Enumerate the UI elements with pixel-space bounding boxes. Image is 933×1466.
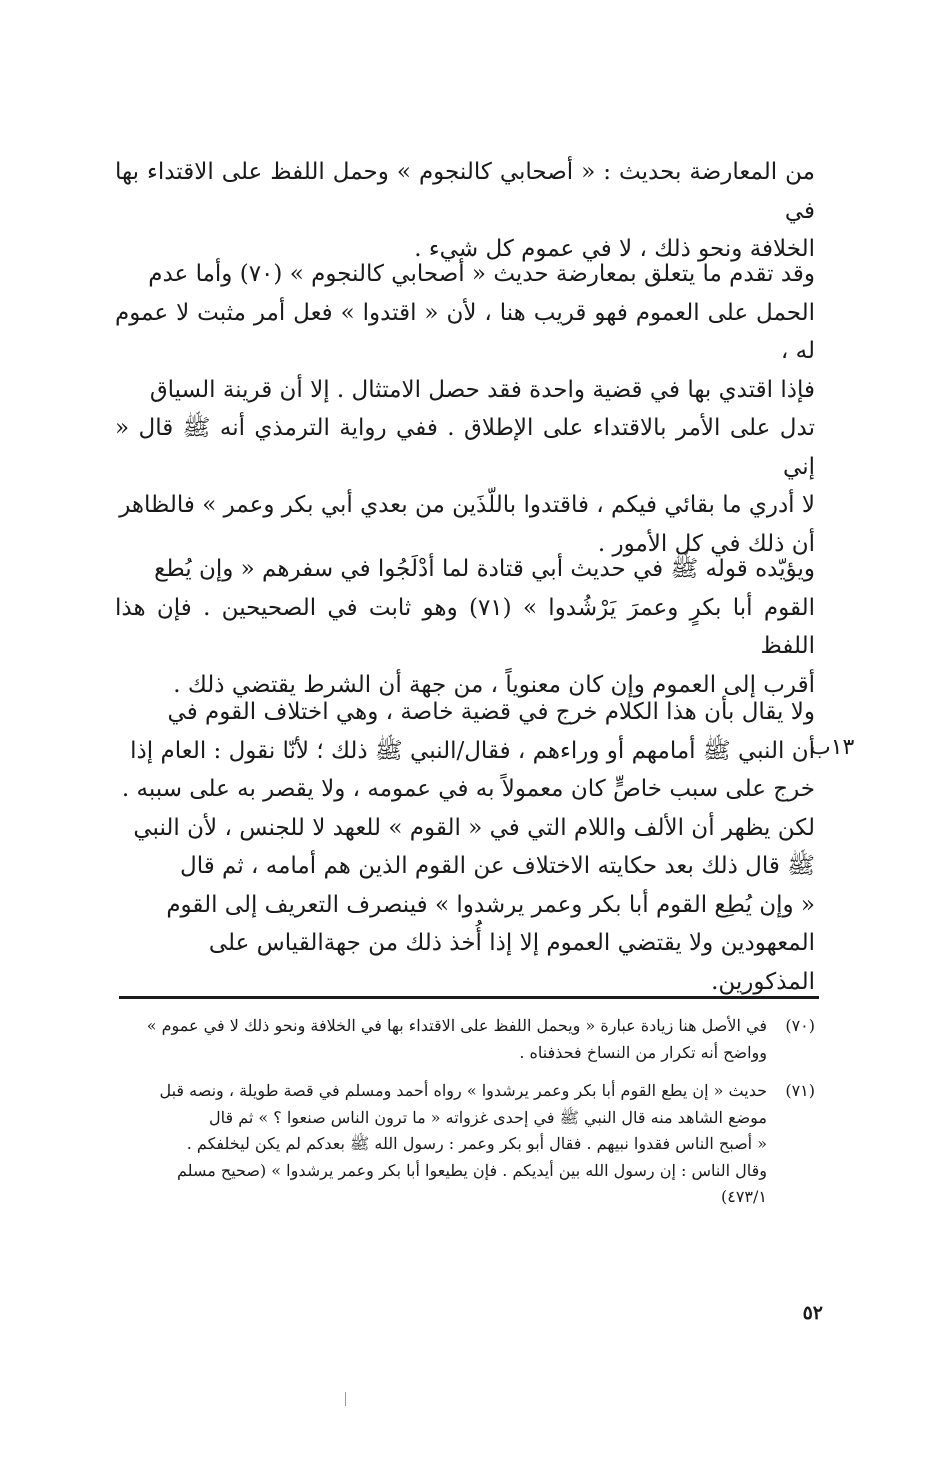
footnote-line: موضع الشاهد منه قال النبي ﷺ في إحدى غزواته « ما ترون الناس صنعوا ؟ » ثم قال xyxy=(208,1107,767,1127)
text-line: لا أدري ما بقائي فيكم ، فاقتدوا باللّذَين من بعدي أبي بكر وعمر » فالظاهر xyxy=(119,492,815,518)
footnote-line: حديث « إن يطع القوم أبا بكر وعمر يرشدوا » رواه أحمد ومسلم في قصة طويلة ، ونصه قبل xyxy=(159,1081,767,1100)
text-line: وقد تقدم ما يتعلق بمعارضة حديث « أصحابي كالنجوم » (٧٠) وأما عدم xyxy=(148,261,815,287)
text-line: أن النبي ﷺ أمامهم أو وراءهم ، فقال/النبي ﷺ ذلك ؛ لأنّا نقول : العام إذا xyxy=(130,737,815,764)
text-line: فإذا اقتدي بها في قضية واحدة فقد حصل الامتثال . إلا أن قرينة السياق xyxy=(149,376,815,403)
text-line: لكن يظهر أن الألف واللام التي في « القوم » للعهد لا للجنس ، لأن النبي xyxy=(133,814,815,841)
footnotes xyxy=(115,1013,815,1223)
text-line: الخلافة ونحو ذلك ، لا في عموم كل شيء . xyxy=(414,236,815,262)
text-line: « وإن يُطِع القوم أبا بكر وعمر يرشدوا » فينصرف التعريف إلى القوم xyxy=(166,891,815,918)
footnote-70 xyxy=(115,1013,815,1066)
footnote-line: ٤٧٣/١) xyxy=(720,1187,767,1206)
text-line: تدل على الأمر بالاقتداء على الإطلاق . ففي رواية الترمذي أنه ﷺ قال « إني xyxy=(115,415,815,480)
text-line: من المعارضة بحديث : « أصحابي كالنجوم » وحمل اللفظ على الاقتداء بها في xyxy=(115,159,815,224)
scan-artifact-mark xyxy=(345,1392,346,1406)
text-line: أقرب إلى العموم وإن كان معنوياً ، من جهة أن الشرط يقتضي ذلك . xyxy=(173,671,815,698)
text-line: ﷺ قال ذلك بعد حكايته الاختلاف عن القوم الذين هم أمامه ، ثم قال xyxy=(180,853,815,879)
footnote-divider xyxy=(119,996,819,999)
footnote-71 xyxy=(115,1078,815,1211)
footnote-number: (٧٠) xyxy=(785,1016,815,1035)
paragraph-4 xyxy=(115,693,815,1001)
footnote-line: وواضح أنه تكرار من النساخ فحذفناه . xyxy=(519,1042,767,1062)
text-line: خرج على سبب خاصٍّ كان معمولاً به في عمومه ، ولا يقصر به على سببه . xyxy=(121,776,815,802)
text-line: أن ذلك في كل الأمور . xyxy=(597,530,815,557)
footnote-line: وقال الناس : إن رسول الله بين أيديكم . فإن يطيعوا أبا بكر وعمر يرشدوا » (صحيح مسلم xyxy=(177,1160,767,1180)
text-line: ويؤيّده قوله ﷺ في حديث أبي قتادة لما أدْلَجُوا في سفرهم « وإن يُطع xyxy=(154,556,815,582)
folio-margin-note: ١٣ب xyxy=(810,735,855,760)
text-line: القوم أبا بكرٍ وعمرَ يَرْشُدوا » (٧١) وهو ثابت في الصحيحين . فإن هذا اللفظ xyxy=(115,594,815,659)
paragraph-1 xyxy=(115,153,815,269)
text-line: المعهودين ولا يقتضي العموم إلا إذا أُخذ ذلك من جهةالقياس على المذكورين. xyxy=(208,930,815,995)
page-number: ٥٢ xyxy=(802,1302,823,1324)
paragraph-3 xyxy=(115,550,815,704)
paragraph-2 xyxy=(115,255,815,563)
footnote-line: « أصبح الناس فقدوا نبيهم . فقال أبو بكر وعمر : رسول الله ﷺ بعدكم لم يكن ليخلفكم . xyxy=(186,1134,767,1153)
text-line: ولا يقال بأن هذا الكلام خرج في قضية خاصة ، وهي اختلاف القوم في xyxy=(167,699,815,725)
footnote-number: (٧١) xyxy=(785,1081,815,1100)
footnote-line: في الأصل هنا زيادة عبارة « ويحمل اللفظ على الاقتداء بها في الخلافة ونحو ذلك لا في عموم » xyxy=(146,1016,767,1035)
text-line: الحمل على العموم فهو قريب هنا ، لأن « اقتدوا » فعل أمر مثبت لا عموم له ، xyxy=(115,299,815,364)
